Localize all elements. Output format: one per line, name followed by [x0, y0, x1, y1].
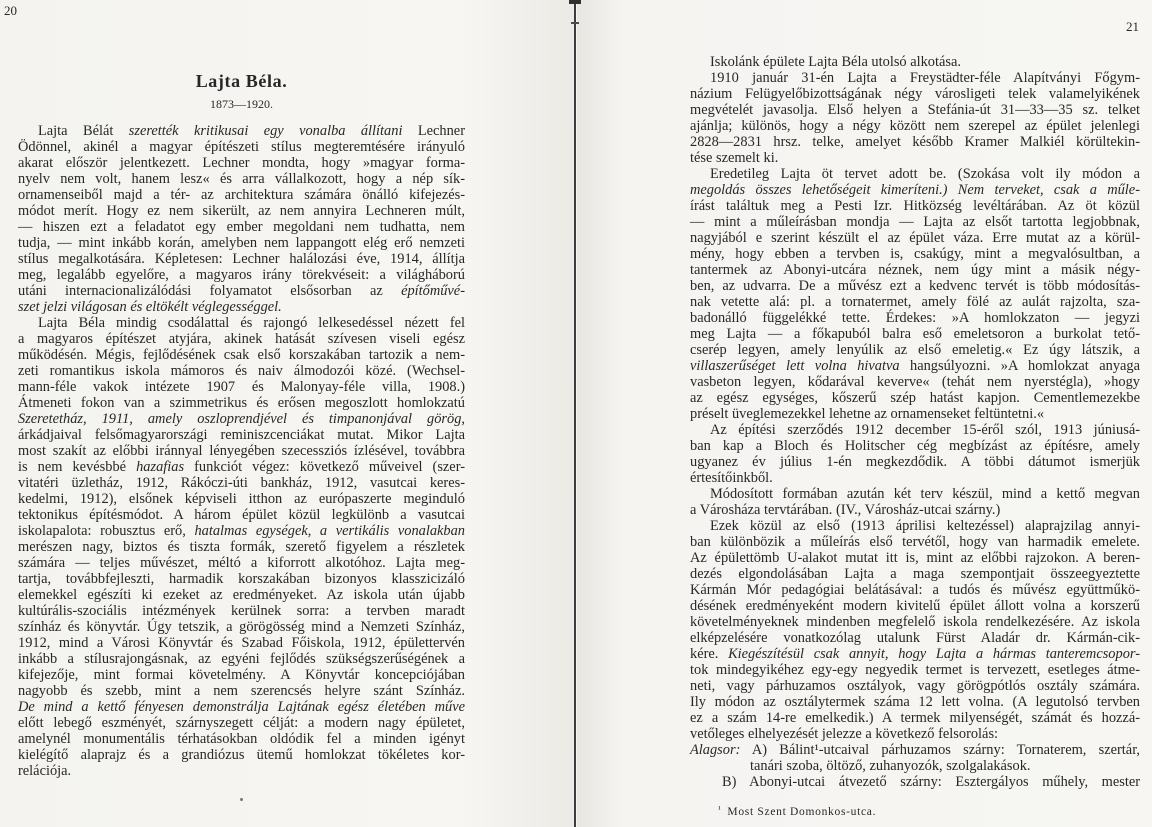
- text-line: Lajta Béla mindig csodálattal és rajongó lelkesedéssel nézett fel: [38, 315, 465, 331]
- text-line: [18, 123, 465, 139]
- text-line: vitatéri üzletház, 1912, Rákóczi-úti bankház, 1912, vasutcai keres-: [18, 475, 465, 491]
- text-line: nak vetette alá: pl. a tornatermet, amely fölé az aulát rajzolta, sza-: [690, 294, 1140, 310]
- text-line: [18, 523, 465, 539]
- text-line: — mint a műleírásban mondja — Lajta az elsőt tartotta legjobbnak,: [690, 214, 1140, 230]
- text-line: inkább a stílusrajongásnak, az egyéni fejlődés szükségszerűségének a: [18, 651, 465, 667]
- text-line: ban kap a Bloch és Holitscher cég megbízást az építésre, amely: [690, 438, 1140, 454]
- text-line: árkádjaival felsőmagyarországi reminiszcenciákat mutat. Mikor Lajta: [18, 427, 465, 443]
- list-line: [690, 758, 1140, 774]
- text-line: Módosított formában azután két terv készül, mind a kettő megvan: [710, 486, 1140, 502]
- text-line: kultúrális-szociális intézmények kerülnek sorra: a tervben maradt: [18, 603, 465, 619]
- text-line: elképzelésére vonatkozólag utalunk Fürst Aladár dr. Kármán-cik-: [690, 630, 1140, 646]
- italic-run: villaszerűséget lett volna hivatva: [690, 358, 900, 374]
- text-line: ornamenseiből majd a tér- az architektura számára önálló kifejezés-: [18, 187, 465, 203]
- text-line: akarat először jelentkezett. Lechner mondta, hogy »magyar forma-: [18, 155, 465, 171]
- italic-run: szerették kritikusai egy vonalba állítani: [128, 123, 403, 139]
- list-line: [690, 774, 1140, 790]
- text-line: vetőleges elhelyezését jelezze a következő felsorolás:: [690, 726, 999, 742]
- text-run: B) Abonyi-utcai átvezető szárny: Esztergályos műhely, mester: [722, 774, 1140, 790]
- text-run: A) Bálint¹-utcaival párhuzamos szárny: Tornaterem, szertár,: [751, 742, 1141, 758]
- text-line: kielégítő alaprajz és a grandiózus ütemű homlokzat tökéletes kor-: [18, 747, 465, 763]
- scan-speck: [240, 798, 243, 801]
- text-line: Átmeneti fokon van a szimmetrikus és erősen megoszlott homlokzatú: [18, 395, 465, 411]
- italic-run: Szeretetház, 1911, amely oszloprendjével és timpanonjával görög,: [18, 411, 465, 427]
- text-line: tektonikus építésmódot. A három épület közül legkülönb a vasutcai: [18, 507, 465, 523]
- text-run: [947, 182, 957, 198]
- text-line: [18, 299, 465, 315]
- text-line: ben, az udvarra. De a művész ezt a kedvenc tervét is több módosítás-: [690, 278, 1140, 294]
- text-line: 1910 január 31-én Lajta a Freystädter-féle Alapítványi Főgym-: [710, 70, 1140, 86]
- floor-list: [690, 742, 1140, 790]
- gutter-mark: [571, 22, 579, 24]
- footnote: [718, 803, 876, 819]
- text-line: tudja, — mint inkább korán, amelyben nem lappangott elég erő nemzeti: [18, 235, 465, 251]
- text-run: kére.: [690, 646, 729, 662]
- text-line: a magyaros építészet atyjára, akinek hatását szívesen viseli egész: [18, 331, 465, 347]
- chapter-dates: 1873—1920.: [210, 97, 273, 111]
- text-line: tok mindegyikéhez egy-egy negyedik termet is tervezett, esetleges átme-: [690, 662, 1140, 678]
- paragraph: [18, 315, 465, 779]
- italic-run: hatalmas egységek, a vertikális vonalakban: [194, 523, 465, 539]
- text-line: írást találtuk meg a Pesti Izr. Hitközség levéltárában. Az öt közül: [690, 198, 1140, 214]
- text-line: mény, hogy ebben a tervben is, csakúgy, mint a megvalósultban, a: [690, 246, 1140, 262]
- right-text-column: [690, 54, 1140, 790]
- right-paragraphs: [690, 54, 1140, 742]
- text-line: nagyobb és szebb, mint a nem szerencsés helyre szánt Színház.: [18, 683, 465, 699]
- italic-run: megoldás összes lehetőségeit kimeríteni.): [690, 182, 948, 198]
- paragraph: [690, 54, 1140, 70]
- text-line: stílus megalkotására. Képletesen: Lechner halálozási éve, 1914, állítja: [18, 251, 465, 267]
- text-line: Iskolánk épülete Lajta Béla utolsó alkotása.: [710, 54, 961, 70]
- gutter-line: [574, 0, 576, 827]
- paragraph: [690, 166, 1140, 422]
- text-line: [690, 182, 1140, 198]
- text-line: Ily módon az osztálytermek száma 12 lett volna. (A legutolsó tervben: [690, 694, 1140, 710]
- text-line: megvételét javasolja. Első helyen a Stefánia-út 31—33—35 sz. telket: [690, 102, 1140, 118]
- text-line: ez a szám 14-re emelkedik.) A termek milyenségét, számát és hozzá-: [690, 710, 1140, 726]
- paragraph: [690, 422, 1140, 486]
- paragraph: [690, 518, 1140, 742]
- text-line: Az épülettömb U-alakot mutat itt is, mint az előbbi rajzokon. A beren-: [690, 550, 1140, 566]
- text-line: az egész egységes, kőszerű szép hatást kapjon. Cementlemezekbe: [690, 390, 1140, 406]
- paragraph: [690, 70, 1140, 166]
- text-line: mann-féle vakok intézete 1907 és Malonyay-féle villa, 1908.): [18, 379, 465, 395]
- italic-run: Kiegészítésül csak annyit, hogy Lajta a hármas tanteremcsopor-: [728, 646, 1140, 662]
- text-line: ajánlja; különös, hogy a négy között nem szerepel az épület jelenlegi: [690, 118, 1140, 134]
- text-run: Lajta Bélát: [38, 123, 129, 139]
- text-line: badonálló függelékké tette. Érdekes: »A homlokzaton — jegyzi: [690, 310, 1140, 326]
- text-line: Ezek közül az első (1913 áprilisi keltezéssel) alaprajzilag annyi-: [710, 518, 1140, 534]
- left-text-column: [18, 123, 465, 779]
- text-line: kedelmi, 1912), elsőnek képviseli itthon az európaszerte meginduló: [18, 491, 465, 507]
- text-run: tanári szoba, öltöző, zuhanyozók, szolgalakások.: [750, 758, 1031, 774]
- text-line: előtt lebegő eszményét, szárnyszegett célját: a modern nagy épületet,: [18, 715, 465, 731]
- text-line: tése szemelt ki.: [690, 150, 779, 166]
- list-line: [690, 742, 1140, 758]
- text-run: iskolapalota: robusztus erő,: [18, 523, 195, 539]
- text-line: kifejezője, mint formai követelmény. A Könyvtár koncepciójában: [18, 667, 465, 683]
- text-line: neti, vagy párhuzamos osztályok, vagy görögpótlós osztály számára.: [690, 678, 1140, 694]
- text-run: is nem kevésbbé: [18, 459, 137, 475]
- text-line: relációja.: [18, 763, 72, 779]
- text-line: a Városháza tervtárában. (IV., Városház-utcai szárny.): [690, 502, 1001, 518]
- page-number-right: 21: [1126, 19, 1139, 34]
- text-line: Ödönnel, akinél a magyar építészeti stílus megteremtésére irányuló: [18, 139, 465, 155]
- text-line: dezés elgondolásában Lajta a maga szempontjait összeegyeztette: [690, 566, 1140, 582]
- text-run: hangsúlyozni. »A homlokzat anyaga: [899, 358, 1140, 374]
- text-line: názium Felügyelőbizottságának négy városligeti telek valamelyikének: [690, 86, 1140, 102]
- text-line: amelynél monumentális térhatásokban oldódik fel a minden igényt: [18, 731, 465, 747]
- text-line: követelményeknek mindenben megfelelő iskola rendelkezésére. Az iskola: [690, 614, 1140, 630]
- text-line: zeti romantikus iskola mámoros és naiv álmodozói közé. (Wechsel-: [18, 363, 465, 379]
- text-line: elemekkel egészíti ki ezeket az eredményeket. Az iskola után újabb: [18, 587, 465, 603]
- footnote-text: Most Szent Domonkos-utca.: [727, 806, 877, 818]
- text-line: Kármán Mór pedagógiai belátásával: a tudós és művész együttműkö-: [690, 582, 1140, 598]
- text-line: cserép legyen, amely lenyúlik az első emeletig.« Ez úgy látszik, a: [690, 342, 1140, 358]
- text-line: nyelv nem volt, hanem lesz« és arra vállalkozott, hogy a nép sík-: [18, 171, 465, 187]
- text-line: Az építési szerződés 1912 december 15-éről szól, 1913 júniusá-: [710, 422, 1140, 438]
- chapter-title: Lajta Béla.: [195, 71, 288, 91]
- list-label: Alagsor:: [690, 742, 741, 758]
- text-line: színház és könyvtár. Úgy tetszik, a görögösség mind a Nemzeti Színház,: [18, 619, 465, 635]
- text-line: ban különbözik a műleírás első tervétől, hogy van harmadik emelete.: [690, 534, 1140, 550]
- text-line: [18, 459, 465, 475]
- text-line: módot merít. Hogy ez nem sikerült, az nem annyira Lechneren múlt,: [18, 203, 465, 219]
- footnote-mark: ¹: [718, 804, 722, 814]
- text-line: tantermek az Abonyi-utcára néznek, nem úgy mint a másik négy-: [690, 262, 1140, 278]
- text-line: [690, 358, 1140, 374]
- text-run: funkciót végez: következő műveivel (szer-: [184, 459, 465, 475]
- italic-run: építőművé-: [401, 283, 465, 299]
- italic-run: szet jelzi világosan és eltökélt véglegességgel.: [18, 299, 282, 315]
- text-line: 2828—2831 hrsz. telke, amelyet később Kramer Malkiél körültekin-: [690, 134, 1140, 150]
- text-line: Eredetileg Lajta öt tervet adott be. (Szokása volt ily módon a: [710, 166, 1140, 182]
- italic-run: hazafias: [136, 459, 185, 475]
- text-line: meg Lajta — a főkapuból balra eső emeletsoron a burkolat tető-: [690, 326, 1140, 342]
- text-run: Lechner: [402, 123, 465, 139]
- paragraph: [690, 486, 1140, 518]
- text-line: — hiszen ezt a feladatot egy ember megoldani nem tudhatta, nem: [18, 219, 465, 235]
- italic-run: De mind a kettő fényesen demonstrálja Lajtának egész életében műve: [18, 699, 465, 715]
- text-line: tartja, továbbfejleszti, harmadik korszakában bizonyos klasszicizáló: [18, 571, 465, 587]
- text-line: most szakít az előbbi iránnyal lényegében szecessziós ízlésével, továbbra: [18, 443, 465, 459]
- text-line: ugyanez év július 1-én megkezdődik. A többi dátumot ismerjük: [690, 454, 1140, 470]
- page-number-left: 20: [4, 3, 17, 18]
- paragraph: [18, 123, 465, 315]
- text-line: [18, 699, 465, 715]
- text-line: [18, 283, 465, 299]
- text-line: désének eredményeként modern kivitelű épület állott volna a korszerű: [690, 598, 1140, 614]
- italic-run: Nem terveket, csak a műle-: [957, 182, 1140, 198]
- text-line: [18, 411, 465, 427]
- text-line: préselt üveglemezekkel lehetne az ornamenseket feltüntetni.«: [690, 406, 1045, 422]
- text-line: vasbeton legyen, kődarával keverve« (tehát nem nyerstégla), »hogy: [690, 374, 1140, 390]
- text-line: működésén. Mégis, fejlődésének csak első korszakában tartozik a nem-: [18, 347, 465, 363]
- text-line: merészen nagy, biztos és tiszta formák, szerető figyelem a részletek: [18, 539, 465, 555]
- text-run: utáni internacionalizálódási folyamatot elsősorban az: [18, 283, 402, 299]
- text-line: nagyjából e szerint készült el az épület váza. Erre mutat az a körül-: [690, 230, 1140, 246]
- text-line: 1912, mind a Városi Könyvtár és Szabad Főiskola, 1912, épülettervén: [18, 635, 465, 651]
- text-line: számára — teljes művészet, méltó a kiforrott alkotóhoz. Lajta meg-: [18, 555, 465, 571]
- gutter-mark: [569, 0, 581, 4]
- text-line: meg, legalább egyelőre, a magyaros irány törekvéseit: a világháború: [18, 267, 465, 283]
- text-line: [690, 646, 1140, 662]
- text-line: értesítőinkből.: [690, 470, 773, 486]
